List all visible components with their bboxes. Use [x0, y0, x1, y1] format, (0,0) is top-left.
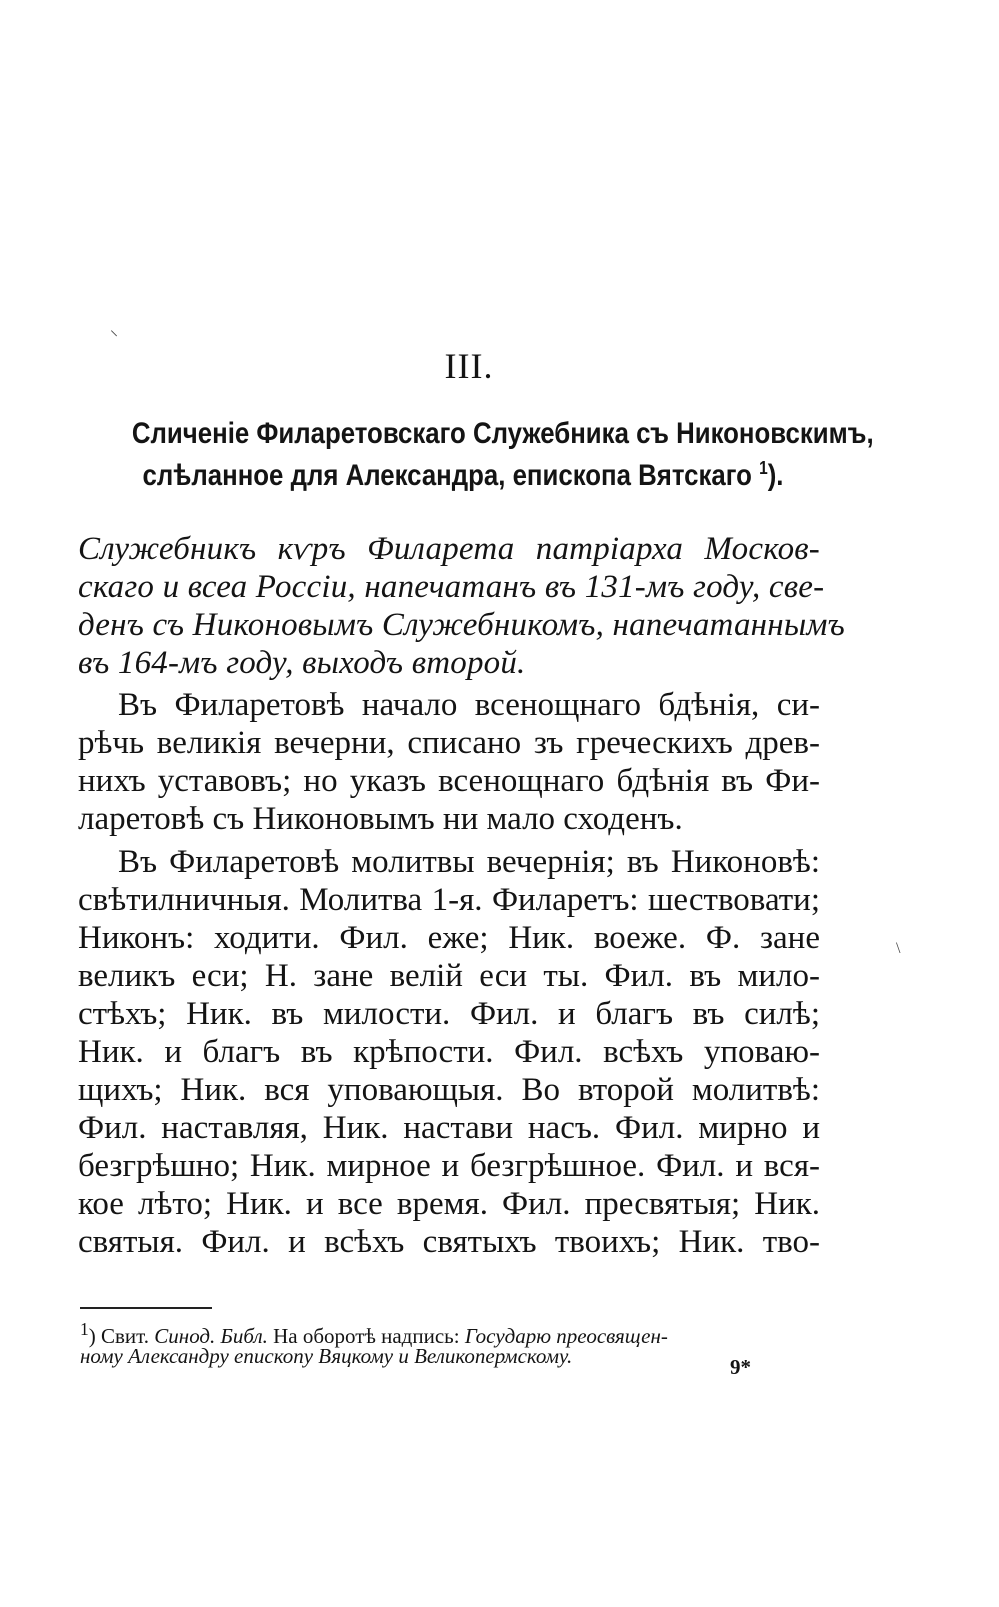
- paragraph-line: нихъ уставовъ; но указъ всенощнаго бдѣнія въ Фи-: [78, 763, 820, 799]
- paragraph-line: рѣчь великія вечерни, списано зъ греческихъ древ-: [78, 725, 820, 761]
- paragraph-line: щихъ; Ник. вся уповающыя. Во второй молитвѣ:: [78, 1072, 820, 1108]
- section-number: III.: [444, 346, 494, 386]
- paragraph-line: свѣтилничныя. Молитва 1-я. Филаретъ: шествовати;: [78, 882, 820, 918]
- footnote-reference: 1: [759, 458, 768, 478]
- footnote-separator: [80, 1307, 212, 1309]
- paragraph-line: Ник. и благъ въ крѣпости. Фил. всѣхъ уповаю-: [78, 1034, 820, 1070]
- footnote-line: ному Александру епископу Вяцкому и Великопермскому.: [80, 1344, 573, 1368]
- italic-paragraph-line: Служебникъ кѵръ Филарета патріарха Москов-: [78, 531, 820, 567]
- print-speck: \: [896, 940, 901, 957]
- paragraph-line: стѣхъ; Ник. въ милости. Фил. и благъ въ силѣ;: [78, 996, 820, 1032]
- paragraph-line: ларетовѣ съ Никоновымъ ни мало сходенъ.: [78, 801, 683, 837]
- paragraph-line: Въ Филаретовѣ молитвы вечернія; въ Никоновѣ:: [118, 844, 820, 880]
- paragraph-line: Фил. наставляя, Ник. настави насъ. Фил. мирно и: [78, 1110, 820, 1146]
- section-heading-line-1: Сличеніе Филаретовскаго Служебника съ Никоновскимъ,: [131, 417, 874, 450]
- paragraph-line: Въ Филаретовѣ начало всенощнаго бдѣнія, си-: [118, 687, 820, 723]
- italic-paragraph-line: денъ съ Никоновымъ Служебникомъ, напечатаннымъ: [78, 607, 845, 643]
- paragraph-line: Никонъ: ходити. Фил. еже; Ник. воеже. Ф. зане: [78, 920, 820, 956]
- paragraph-line: великъ еси; Н. зане велій еси ты. Фил. въ мило-: [78, 958, 820, 994]
- paragraph-line: кое лѣто; Ник. и все время. Фил. пресвятыя; Ник.: [78, 1186, 820, 1222]
- paragraph-line: безгрѣшно; Ник. мирное и безгрѣшное. Фил. и вся-: [78, 1148, 820, 1184]
- section-heading-line-2: слѣланное для Александра, епископа Вятскаго $^1$).: [142, 458, 784, 492]
- page-number: 9*: [730, 1355, 751, 1379]
- print-speck: ⸜: [110, 322, 119, 339]
- footnote-line: $^1$) Свит. Синод. Библ. На оборотѣ надпись: Государю преосвящен-: [80, 1319, 668, 1348]
- italic-paragraph-line: въ 164-мъ году, выходъ второй.: [78, 645, 526, 681]
- footnote-marker: 1: [80, 1319, 89, 1339]
- paragraph-line: святыя. Фил. и всѣхъ святыхъ твоихъ; Ник. тво-: [78, 1224, 820, 1260]
- italic-paragraph-line: скаго и всеа Россіи, напечатанъ въ 131-мъ году, све-: [78, 569, 825, 605]
